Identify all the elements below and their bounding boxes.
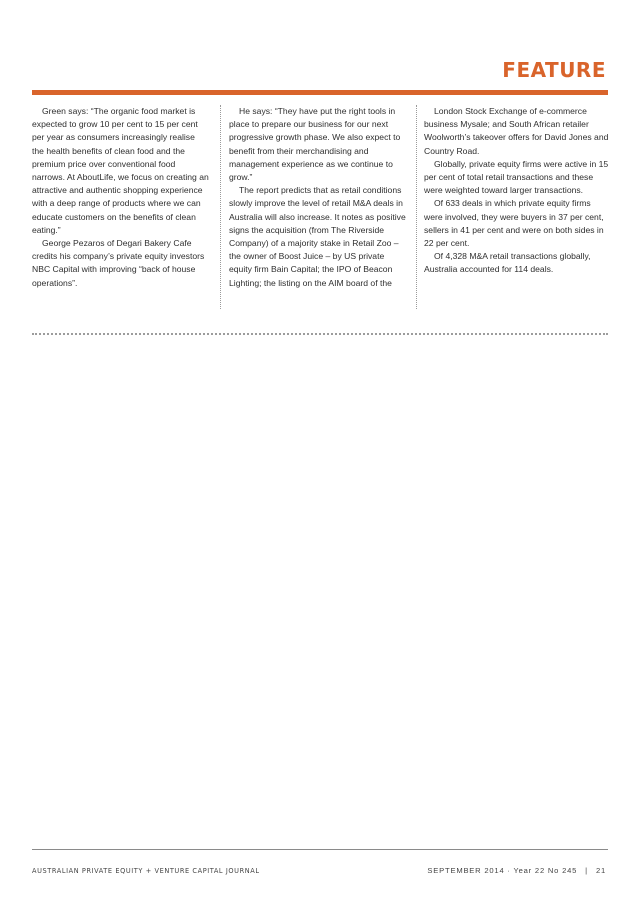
- paragraph: George Pezaros of Degari Bakery Cafe credits his company’s private equity investors NBC Capital with improving “back of house operations”.: [32, 238, 205, 288]
- paragraph: The report predicts that as retail conditions slowly improve the level of retail M&A deals in Australia will also increase. It notes as positive signs the acquisition (from The Riverside Company) of a majority stake in Retail Zoo – the owner of Boost Juice – by US private equity firm Bain Capital; the IPO of Beacon Lighting; the listing on the AIM board of the: [229, 185, 406, 288]
- paragraph: London Stock Exchange of e-commerce business Mysale; and South African retailer Woolworth’s takeover offers for David Jones and Country Road.: [424, 106, 609, 156]
- paragraph: Green says: “The organic food market is expected to grow 10 per cent to 15 per cent per year as consumers increasingly realise the health benefits of clean food and the premium price over conventional food narrows. At AboutLife, we focus on creating an attractive and authentic shopping experience with a deep range of products where we can educate customers on the benefits of clean eating.”: [32, 106, 209, 235]
- column-divider: [220, 105, 221, 309]
- section-rule: [32, 90, 608, 95]
- dotted-separator: [32, 333, 608, 335]
- issue-date: SEPTEMBER 2014 · Year 22 No 245: [427, 866, 578, 875]
- paragraph: Globally, private equity firms were active in 15 per cent of total retail transactions and these were weighted toward larger transactions.: [424, 158, 609, 196]
- column-divider: [416, 105, 417, 309]
- footer-separator: |: [585, 866, 588, 875]
- footer-journal-name: AUSTRALIAN PRIVATE EQUITY + VENTURE CAPITAL JOURNAL: [32, 866, 260, 875]
- footer-issue-info: [427, 866, 606, 875]
- section-title: FEATURE: [502, 58, 606, 82]
- footer-rule: [32, 849, 608, 850]
- paragraph: He says: “They have put the right tools in place to prepare our business for our next progressive growth phase. We also expect to benefit from their merchandising and management experience as we continue to grow.”: [229, 106, 401, 183]
- article-column-2: [229, 105, 406, 290]
- paragraph: Of 4,328 M&A retail transactions globally, Australia accounted for 114 deals.: [424, 251, 591, 275]
- page-number: 21: [595, 866, 606, 875]
- article-column-1: [32, 105, 209, 290]
- paragraph: Of 633 deals in which private equity firms were involved, they were buyers in 37 per cent, sellers in 41 per cent and were on both sides in 22 per cent.: [424, 198, 604, 249]
- article-column-3: [424, 105, 610, 277]
